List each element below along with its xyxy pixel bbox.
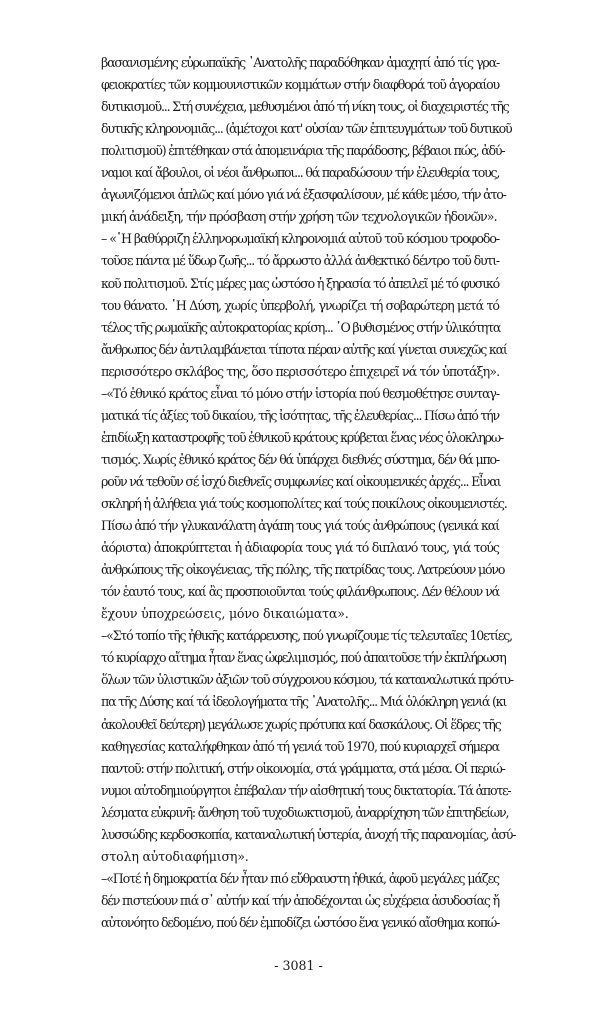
text-line: ἀνθρώπους τῆς οἰκογένειας, τῆς πόλης, τῆς πατρίδας τους. Λατρεύουν μόνο [101, 562, 505, 578]
text-line: ροῦν νά τεθοῦν σέ ἰσχύ διεθνεῖς συμφωνίες καί οἰκουμενικές ἀρχές... Εἶναι [101, 473, 501, 489]
text-line: –«Τό ἐθνικό κράτος εἶναι τό μόνο στήν ἱστορία πού θεσμοθέτησε συνταγ- [101, 385, 499, 401]
text-line: λυσσώδης κερδοσκοπία, καταναλωτική ὑστερία, ἀνοχή τῆς παρανομίας, ἀσύ- [101, 826, 516, 842]
text-line: δυτικισμοῦ... Στή συνέχεια, μεθυσμένοι ἀπό τή νίκη τους, οἱ διαχειριστές τῆς [101, 99, 509, 115]
text-line: –«Στό τοπίο τῆς ἠθικῆς κατάρρευσης, πού γνωρίζουμε τίς τελευταῖες 10ετίες, [101, 628, 512, 644]
text-line: – «῾Η βαθύρριζη ἑλληνορωμαϊκή κληρονομιά αὐτοῦ τοῦ κόσμου τροφοδο- [101, 231, 499, 247]
page-number: - 3081 - [274, 958, 323, 973]
text-line: ναμοι καί ἄβουλοι, οἱ νέοι ἄνθρωποι... θά παραδώσουν τήν ἐλευθερία τους, [101, 165, 500, 181]
text-line: σκληρή ἡ ἀλήθεια γιά τούς κοσμοπολίτες καί τούς ποικίλους οἰκουμενιστές. [101, 496, 507, 511]
text-line: καθηγεσίας καταλήφθηκαν ἀπό τή γενιά τοῦ 1970, πού κυριαρχεῖ σήμερα [101, 738, 499, 754]
text-line: κοῦ πολιτισμοῦ. Στίς μέρες μας ὡστόσο ἡ ξηρασία τό ἀπειλεῖ μέ τό φυσικό [101, 275, 499, 291]
text-line: πολιτισμοῦ) ἐπιτέθηκαν στά ἀπομεινάρια τῆς παράδοσης, βέβαιοι πώς, ἀδύ- [101, 143, 505, 159]
text-line: ἄνθρωπος δέν ἀντιλαμβάνεται τίποτα πέραν αὐτῆς καί γίνεται συνεχῶς καί [101, 341, 507, 357]
text-line: παντοῦ: στήν πολιτική, στήν οἰκονομία, στά γράμματα, στά μέσα. Οἱ περιώ- [101, 760, 505, 776]
text-line: δέν πιστεύουν πιά σ᾽ αὐτήν καί τήν ἀποδέχονται ὡς εὐχέρεια ἀσυδοσίας ἤ [101, 892, 499, 908]
text-line: τισμός. Χωρίς ἐθνικό κράτος δέν θά ὑπάρχει διεθνές σύστημα, δέν θά μπο- [101, 451, 499, 467]
text-line: –«Ποτέ ἡ δημοκρατία δέν ἦταν πιό εὔθραυστη ἠθικά, ἀφοῦ μεγάλες μάζες [101, 870, 499, 886]
text-line: ὅλων τῶν ὑλιστικῶν ἀξιῶν τοῦ σύγχρονου κόσμου, τά καταναλωτικά πρότυ- [101, 672, 513, 688]
text-line: τοῦσε πάντα μέ ὕδωρ ζωῆς... τό ἄρρωστο ἀλλά ἀνθεκτικό δέντρο τοῦ δυτι- [101, 253, 499, 269]
text-line: στολη αὐτοδιαφήμιση». [101, 848, 249, 864]
text-line: περισσότερο σκλάβος της, ὅσο περισσότερο ἐπιχειρεῖ νά τόν ὑποτάξη». [101, 363, 500, 379]
text-line: φειοκρατίες τῶν κομμουνιστικῶν κομμάτων στήν διαφθορά τοῦ ἀγοραίου [101, 77, 499, 93]
text-line: τόν ἑαυτό τους, καί ἂς προσποιοῦνται τούς φιλάνθρωπους. Δέν θέλουν νά [101, 584, 499, 600]
text-line: δυτικῆς κληρονομιᾶς... (ἀμέτοχοι κατ' οὐσίαν τῶν ἐπιτευγμάτων τοῦ δυτικοῦ [101, 121, 512, 137]
text-line: ἐπιδίωξη καταστροφῆς τοῦ ἐθνικοῦ κράτους κρύβεται ἕνας νέος ὁλοκληρω- [101, 429, 503, 445]
text-line: ἔχουν ὑποχρεώσεις, μόνο δικαιώματα». [101, 606, 349, 622]
text-line: νυμοι αὐτοδημιούργητοι ἐπέβαλαν τήν αἰσθητική τους δικτατορία. Τά ἀποτε- [101, 782, 511, 798]
text-line: Πίσω ἀπό τήν γλυκανάλατη ἀγάπη τους γιά τούς ἀνθρώπους (γενικά καί [101, 518, 499, 534]
text-line: αὐτονόητο δεδομένο, πού δέν ἐμποδίζει ὡστόσο ἕνα γενικό αἴσθημα κοπώ- [101, 914, 500, 930]
text-line: ἀγωνιζόμενοι ἁπλῶς καί μόνο γιά νά ἐξασφαλίσουν, μέ κάθε μέσο, τήν ἀτο- [101, 187, 506, 203]
text-line: πα τῆς Δύσης καί τά ἰδεολογήματα τῆς ᾿Ανατολῆς... Μιά ὁλόκληρη γενιά (κι [101, 694, 507, 710]
text-line: τό κυρίαρχο αἴτημα ἦταν ἕνας ὠφελιμισμός, πού ἀπαιτοῦσε τήν ἐκπλήρωση [101, 650, 506, 666]
text-line: ἀκολουθεῖ δεύτερη) μεγάλωσε χωρίς πρότυπα καί δασκάλους. Οἱ ἕδρες τῆς [101, 716, 501, 732]
text-line: τέλος τῆς ρωμαϊκῆς αὐτοκρατορίας κρίση... ῾Ο βυθισμένος στήν ὑλικότητα [101, 319, 501, 335]
text-line: βασανισμένης εὐρωπαϊκῆς ᾿Ανατολῆς παραδόθηκαν ἀμαχητί ἀπό τίς γρα- [101, 55, 499, 70]
text-line: του θάνατο. ῾Η Δύση, χωρίς ὑπερβολή, γνωρίζει τή σοβαρώτερη μετά τό [101, 297, 499, 313]
text-line: ἀόριστα) ἀποκρύπτεται ἡ ἀδιαφορία τους γιά τό διπλανό τους, γιά τούς [101, 540, 499, 556]
text-line: ματικά τίς ἀξίες τοῦ δικαίου, τῆς ἰσότητας, τῆς ἐλευθερίας... Πίσω ἀπό τήν [101, 407, 499, 423]
text-line: λέσματα εὐκρινῆ: ἄνθηση τοῦ τυχοδιωκτισμοῦ, ἀναρρίχηση τῶν ἐπιτηδείων, [101, 804, 509, 820]
text-line: μική ἀνάδειξη, τήν πρόσβαση στήν χρήση τῶν τεχνολογικῶν ἡδονῶν». [101, 209, 497, 225]
